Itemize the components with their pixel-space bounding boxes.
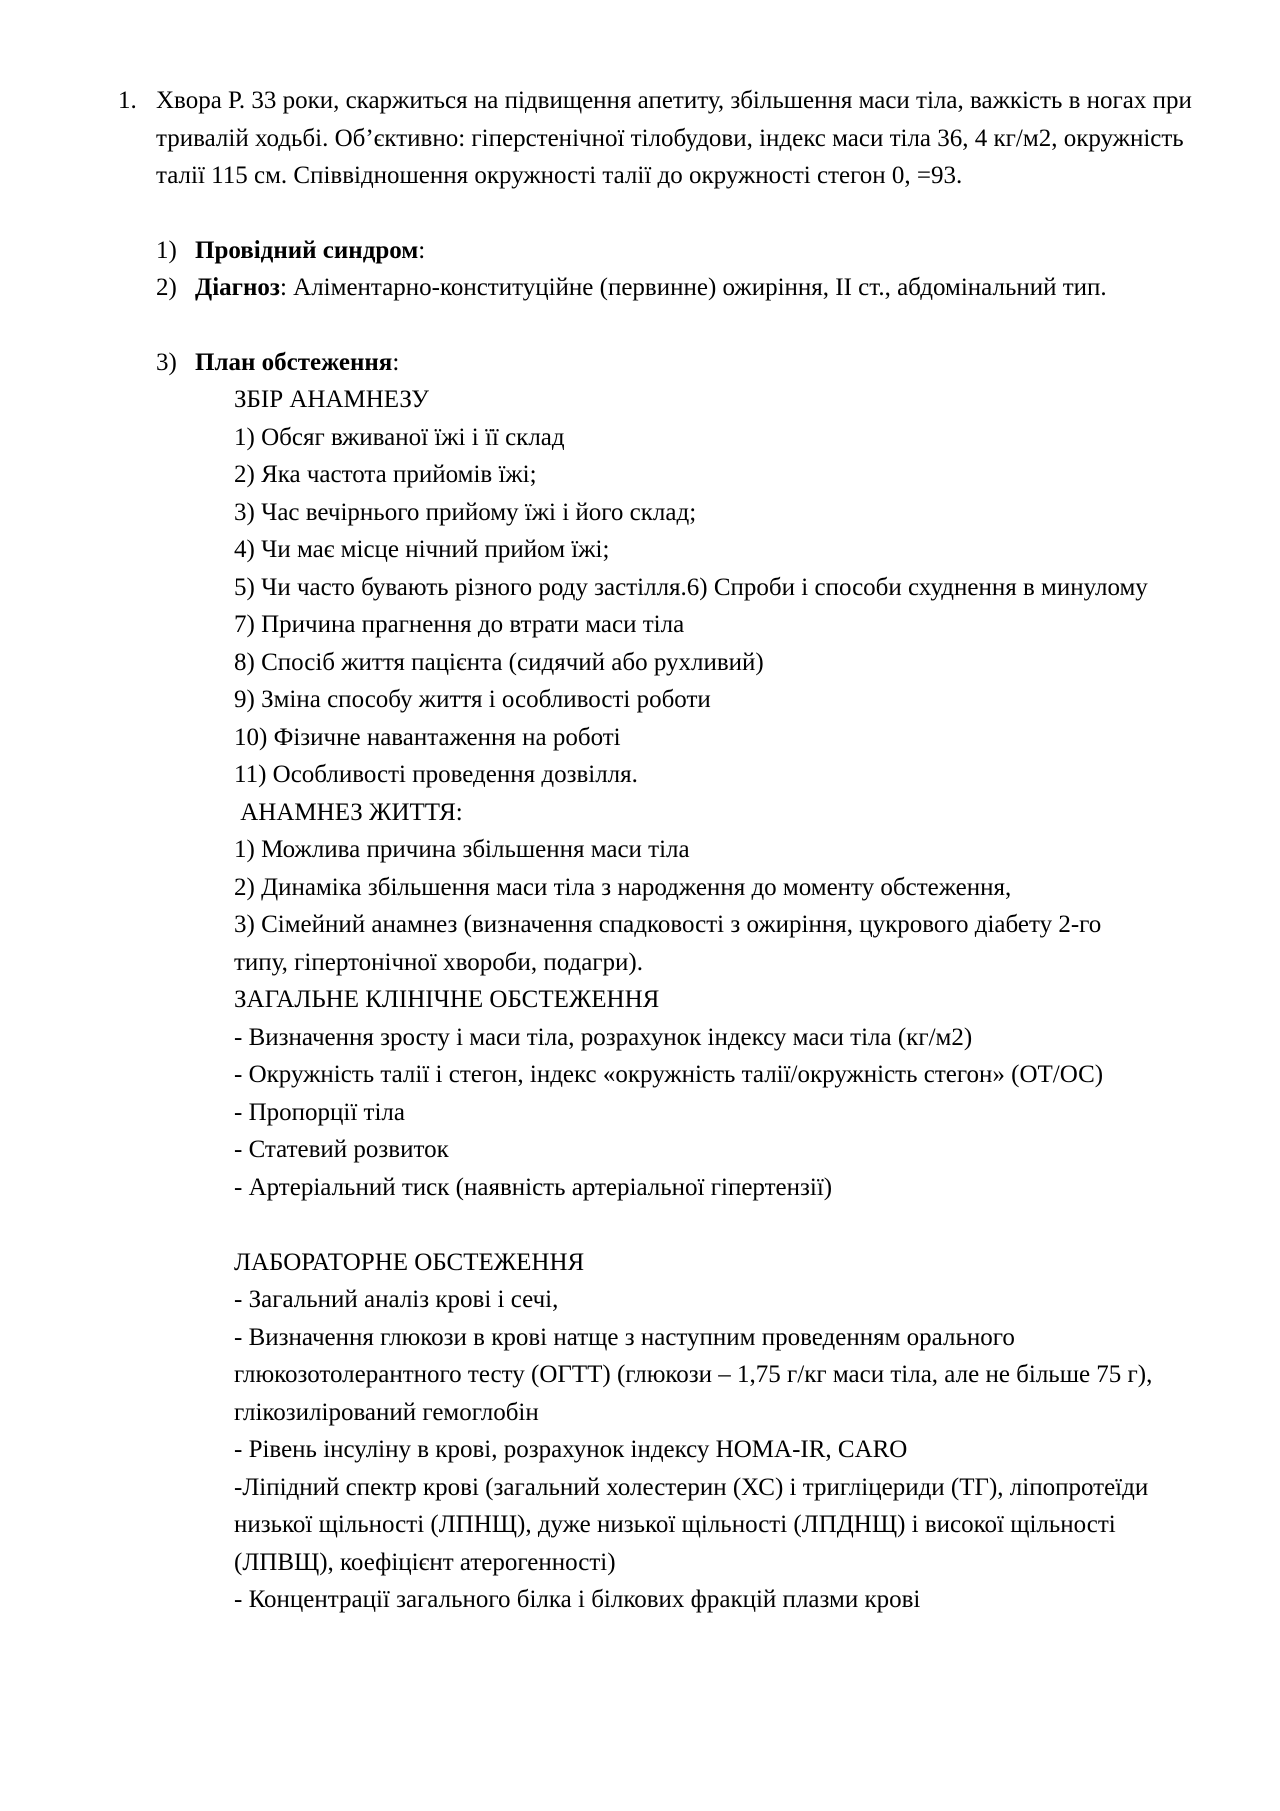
subitem-text: : Аліментарно-конституційне (первинне) ожиріння, II ст., абдомінальний тип.	[279, 274, 1107, 301]
section-heading-clinical: ЗАГАЛЬНЕ КЛІНІЧНЕ ОБСТЕЖЕННЯ	[234, 986, 660, 1013]
list-item: -Ліпідний спектр крові (загальний холестерин (ХС) і тригліцериди (ТГ), ліпопротеїди низької щільності (ЛПНЩ), дуже низької щільності (ЛПДНЩ) і високої щільності (ЛПВЩ), коефіцієнт атерогенності)	[234, 1473, 1149, 1576]
list-item: 7) Причина прагнення до втрати маси тіла	[234, 611, 685, 638]
exam-plan-body	[234, 381, 1194, 1619]
list-item: 11) Особливості проведення дозвілля.	[234, 761, 638, 788]
list-item: - Статевий розвиток	[234, 1136, 449, 1163]
list-item: 1) Обсяг вживаної їжі і її склад	[234, 423, 565, 451]
list-item: типу, гіпертонічної хвороби, подагри).	[234, 948, 644, 976]
list-item: - Концентрації загального білка і білкових фракцій плазми крові	[234, 1586, 921, 1613]
list-item: 3) Час вечірнього прийому їжі і його склад;	[234, 498, 697, 526]
list-item: - Загальний аналіз крові і сечі,	[234, 1286, 559, 1313]
list-item: - Визначення зросту і маси тіла, розрахунок індексу маси тіла (кг/м2)	[234, 1023, 973, 1051]
subitem-diagnosis	[156, 269, 1156, 307]
blank-line	[234, 1206, 1194, 1244]
list-item: 9) Зміна способу життя і особливості роботи	[234, 686, 711, 713]
subitem-number: 3)	[156, 349, 177, 376]
list-item: - Рівень інсуліну в крові, розрахунок індексу HOMA-IR, CARO	[234, 1436, 908, 1463]
list-item: - Артеріальний тиск (наявність артеріальної гіпертензії)	[234, 1173, 833, 1201]
list-item: 3) Сімейний анамнез (визначення спадковості з ожиріння, цукрового діабету 2-го	[234, 911, 1102, 938]
subitem-number: 2)	[156, 274, 177, 301]
subitem-exam-plan	[156, 344, 1156, 382]
section-heading-life-anamnesis: АНАМНЕЗ ЖИТТЯ:	[234, 798, 463, 826]
list-item: - Визначення глюкози в крові натще з наступним проведенням орального глюкозотолерантного тесту (ОГТТ) (глюкози – 1,75 г/кг маси тіла, але не більше 75 г), глікозилірований гемоглобін	[234, 1323, 1153, 1426]
subitem-number: 1)	[156, 237, 177, 264]
subitem-leading-syndrome	[156, 232, 1156, 270]
list-item: 1) Можлива причина збільшення маси тіла	[234, 836, 690, 863]
case-number: 1.	[118, 87, 137, 114]
list-item: 5) Чи часто бувають різного роду застілля.6) Спроби і способи схуднення в минулому	[234, 573, 1148, 601]
subitem-label: Діагноз	[195, 274, 280, 301]
case-item-1	[118, 82, 1198, 195]
list-item: 2) Динаміка збільшення маси тіла з народження до моменту обстеження,	[234, 873, 1012, 901]
subitem-text: :	[392, 349, 400, 376]
list-item: 2) Яка частота прийомів їжі;	[234, 461, 537, 488]
section-heading-lab: ЛАБОРАТОРНЕ ОБСТЕЖЕННЯ	[234, 1248, 585, 1276]
subitem-text: :	[418, 237, 426, 264]
section-heading-anamnesis: ЗБІР АНАМНЕЗУ	[234, 386, 429, 413]
case-description: Хвора Р. 33 роки, скаржиться на підвищення апетиту, збільшення маси тіла, важкість в ногах при тривалій ходьбі. Об’єктивно: гіперстенічної тілобудови, індекс маси тіла 36, 4 кг/м2, окружність талії 115 см. Співвідношення окружності талії до окружності стегон 0, =93.	[156, 87, 1192, 189]
list-item: 8) Спосіб життя пацієнта (сидячий або рухливий)	[234, 648, 764, 676]
subitem-label: План обстеження	[195, 349, 393, 376]
list-item: - Окружність талії і стегон, індекс «окружність талії/окружність стегон» (ОТ/ОС)	[234, 1061, 1104, 1088]
list-item: 4) Чи має місце нічний прийом їжі;	[234, 536, 610, 563]
list-item: - Пропорції тіла	[234, 1098, 405, 1126]
list-item: 10) Фізичне навантаження на роботі	[234, 723, 621, 751]
subitem-label: Провідний синдром	[195, 237, 419, 264]
